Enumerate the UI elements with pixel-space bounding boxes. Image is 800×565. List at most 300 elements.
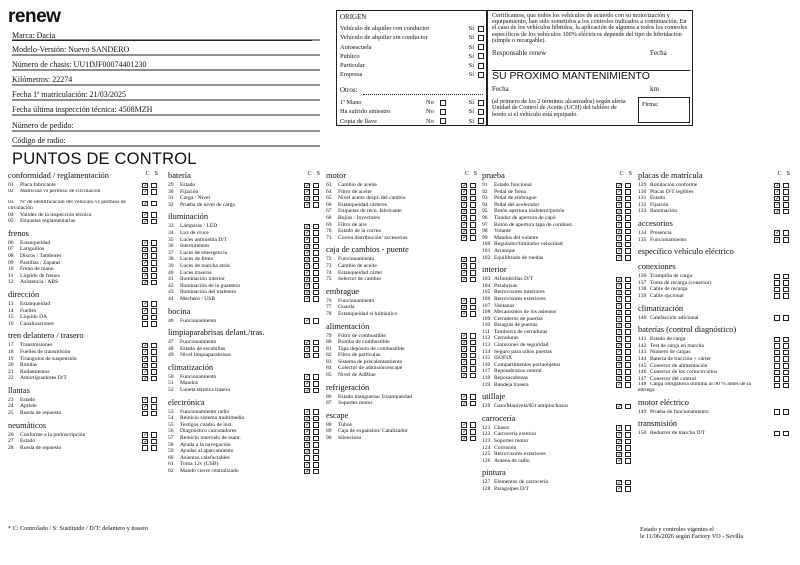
controlado-checkbox[interactable]: ✓ [462, 352, 468, 359]
controlado-checkbox[interactable]: ✓ [305, 352, 311, 359]
controlado-checkbox[interactable]: ✓ [143, 212, 149, 219]
controlado-checkbox[interactable]: ✓ [462, 235, 468, 242]
sustituido-checkbox[interactable] [313, 462, 319, 468]
controlado-checkbox[interactable]: ✓ [143, 273, 149, 280]
controlado-checkbox[interactable]: ✓ [617, 479, 623, 486]
sustituido-checkbox[interactable] [625, 323, 631, 329]
sustituido-checkbox[interactable] [783, 363, 789, 369]
controlado-checkbox[interactable]: ✓ [305, 296, 311, 303]
sustituido-checkbox[interactable] [625, 248, 631, 254]
sustituido-checkbox[interactable] [151, 445, 157, 451]
controlado-checkbox[interactable]: ✓ [617, 335, 623, 342]
sustituido-checkbox[interactable] [151, 189, 157, 195]
sustituido-checkbox[interactable] [625, 445, 631, 451]
controlado-checkbox[interactable]: ✓ [617, 342, 623, 349]
controlado-checkbox[interactable]: ✓ [143, 438, 149, 445]
controlado-checkbox[interactable]: ✓ [143, 301, 149, 308]
sustituido-checkbox[interactable] [151, 267, 157, 273]
sustituido-checkbox[interactable] [625, 189, 631, 195]
origen-pair-no-checkbox[interactable] [440, 100, 446, 106]
origen-item-checkbox[interactable] [478, 44, 484, 50]
sustituido-checkbox[interactable] [625, 432, 631, 438]
controlado-checkbox[interactable]: ✓ [462, 298, 468, 305]
controlado-checkbox[interactable]: ✓ [305, 189, 311, 196]
controlado-checkbox[interactable]: ✓ [462, 182, 468, 189]
controlado-checkbox[interactable]: ✓ [617, 375, 623, 382]
controlado-checkbox[interactable]: ✓ [462, 270, 468, 277]
sustituido-checkbox[interactable] [783, 230, 789, 236]
sustituido-checkbox[interactable] [625, 336, 631, 342]
controlado-checkbox[interactable]: ✓ [617, 458, 623, 465]
sustituido-checkbox[interactable] [151, 212, 157, 218]
controlado-checkbox[interactable]: ✓ [143, 308, 149, 315]
controlado-checkbox[interactable]: ✓ [305, 468, 311, 475]
controlado-checkbox[interactable]: ✓ [617, 289, 623, 296]
controlado-checkbox[interactable]: ✓ [305, 428, 311, 435]
sustituido-checkbox[interactable] [151, 349, 157, 355]
controlado-checkbox[interactable]: ✓ [462, 365, 468, 372]
controlado-checkbox[interactable]: ✓ [462, 359, 468, 366]
sustituido-checkbox[interactable] [313, 183, 319, 189]
sustituido-checkbox[interactable] [783, 315, 789, 321]
sustituido-checkbox[interactable] [313, 189, 319, 195]
sustituido-checkbox[interactable] [783, 274, 789, 280]
controlado-checkbox[interactable]: ✓ [143, 403, 149, 410]
controlado-checkbox[interactable] [142, 445, 148, 451]
controlado-checkbox[interactable]: ✓ [462, 372, 468, 379]
origen-pair-no-checkbox[interactable] [440, 118, 446, 124]
controlado-checkbox[interactable]: ✓ [617, 322, 623, 329]
controlado-checkbox[interactable] [774, 280, 780, 286]
sustituido-checkbox[interactable] [470, 429, 476, 435]
origen-item-checkbox[interactable] [478, 63, 484, 69]
controlado-checkbox[interactable]: ✓ [462, 215, 468, 222]
sustituido-checkbox[interactable] [313, 469, 319, 475]
controlado-checkbox[interactable]: ✓ [617, 403, 623, 410]
controlado-checkbox[interactable]: ✓ [143, 369, 149, 376]
controlado-checkbox[interactable]: ✓ [617, 228, 623, 235]
sustituido-checkbox[interactable] [470, 277, 476, 283]
controlado-checkbox[interactable]: ✓ [305, 276, 311, 283]
sustituido-checkbox[interactable] [625, 439, 631, 445]
sustituido-checkbox[interactable] [625, 376, 631, 382]
sustituido-checkbox[interactable] [313, 353, 319, 359]
controlado-checkbox[interactable]: ✓ [617, 486, 623, 493]
controlado-checkbox[interactable]: ✓ [617, 222, 623, 229]
controlado-checkbox[interactable]: ✓ [462, 400, 468, 407]
controlado-checkbox[interactable]: ✓ [143, 218, 149, 225]
sustituido-checkbox[interactable] [783, 350, 789, 356]
controlado-checkbox[interactable]: ✓ [143, 342, 149, 349]
sustituido-checkbox[interactable] [313, 224, 319, 230]
sustituido-checkbox[interactable] [313, 230, 319, 236]
controlado-checkbox[interactable]: ✓ [462, 311, 468, 318]
sustituido-checkbox[interactable] [625, 290, 631, 296]
controlado-checkbox[interactable]: ✓ [305, 461, 311, 468]
sustituido-checkbox[interactable] [313, 318, 319, 324]
sustituido-checkbox[interactable] [625, 255, 631, 261]
controlado-checkbox[interactable] [774, 293, 780, 299]
sustituido-checkbox[interactable] [625, 362, 631, 368]
sustituido-checkbox[interactable] [313, 449, 319, 455]
sustituido-checkbox[interactable] [625, 202, 631, 208]
sustituido-checkbox[interactable] [313, 340, 319, 346]
sustituido-checkbox[interactable] [151, 439, 157, 445]
sustituido-checkbox[interactable] [313, 250, 319, 256]
controlado-checkbox[interactable]: ✓ [462, 394, 468, 401]
sustituido-checkbox[interactable] [470, 422, 476, 428]
sustituido-checkbox[interactable] [313, 388, 319, 394]
sustituido-checkbox[interactable] [151, 301, 157, 307]
sustituido-checkbox[interactable] [470, 340, 476, 346]
controlado-checkbox[interactable] [774, 315, 780, 321]
controlado-checkbox[interactable]: ✓ [143, 266, 149, 273]
controlado-checkbox[interactable]: ✓ [462, 189, 468, 196]
sustituido-checkbox[interactable] [783, 409, 789, 415]
controlado-checkbox[interactable]: ✓ [305, 339, 311, 346]
controlado-checkbox[interactable]: ✓ [462, 276, 468, 283]
origen-item-checkbox[interactable] [478, 26, 484, 32]
sustituido-checkbox[interactable] [470, 189, 476, 195]
controlado-checkbox[interactable]: ✓ [143, 375, 149, 382]
sustituido-checkbox[interactable] [783, 196, 789, 202]
controlado-checkbox[interactable]: ✓ [305, 409, 311, 416]
sustituido-checkbox[interactable] [151, 356, 157, 362]
controlado-checkbox[interactable]: ✓ [462, 428, 468, 435]
sustituido-checkbox[interactable] [313, 290, 319, 296]
sustituido-checkbox[interactable] [470, 311, 476, 317]
sustituido-checkbox[interactable] [470, 366, 476, 372]
sustituido-checkbox[interactable] [783, 383, 789, 389]
sustituido-checkbox[interactable] [470, 373, 476, 379]
sustituido-checkbox[interactable] [625, 229, 631, 235]
sustituido-checkbox[interactable] [783, 202, 789, 208]
sustituido-checkbox[interactable] [625, 349, 631, 355]
sustituido-checkbox[interactable] [625, 480, 631, 486]
sustituido-checkbox[interactable] [470, 436, 476, 442]
controlado-checkbox[interactable]: ✓ [617, 255, 623, 262]
sustituido-checkbox[interactable] [313, 374, 319, 380]
sustituido-checkbox[interactable] [151, 315, 157, 321]
sustituido-checkbox[interactable] [151, 260, 157, 266]
sustituido-checkbox[interactable] [783, 293, 789, 299]
sustituido-checkbox[interactable] [783, 370, 789, 376]
sustituido-checkbox[interactable] [470, 209, 476, 215]
sustituido-checkbox[interactable] [313, 409, 319, 415]
sustituido-checkbox[interactable] [151, 369, 157, 375]
sustituido-checkbox[interactable] [625, 310, 631, 316]
controlado-checkbox[interactable]: ✓ [305, 237, 311, 244]
sustituido-checkbox[interactable] [151, 219, 157, 225]
sustituido-checkbox[interactable] [151, 247, 157, 253]
sustituido-checkbox[interactable] [470, 305, 476, 311]
sustituido-checkbox[interactable] [783, 356, 789, 362]
controlado-checkbox[interactable] [774, 431, 780, 437]
sustituido-checkbox[interactable] [313, 270, 319, 276]
sustituido-checkbox[interactable] [470, 270, 476, 276]
controlado-checkbox[interactable] [774, 356, 780, 362]
sustituido-checkbox[interactable] [313, 381, 319, 387]
controlado-checkbox[interactable]: ✓ [305, 415, 311, 422]
controlado-checkbox[interactable] [774, 383, 780, 389]
sustituido-checkbox[interactable] [151, 201, 157, 207]
sustituido-checkbox[interactable] [625, 404, 631, 410]
controlado-checkbox[interactable]: ✓ [462, 422, 468, 429]
controlado-checkbox[interactable]: ✓ [617, 329, 623, 336]
controlado-checkbox[interactable]: ✓ [617, 208, 623, 215]
controlado-checkbox[interactable] [142, 321, 148, 327]
controlado-checkbox[interactable]: ✓ [143, 362, 149, 369]
controlado-checkbox[interactable]: ✓ [617, 316, 623, 323]
controlado-checkbox[interactable]: ✓ [462, 435, 468, 442]
sustituido-checkbox[interactable] [783, 337, 789, 343]
sustituido-checkbox[interactable] [151, 308, 157, 314]
sustituido-checkbox[interactable] [625, 196, 631, 202]
sustituido-checkbox[interactable] [151, 397, 157, 403]
controlado-checkbox[interactable]: ✓ [305, 448, 311, 455]
sustituido-checkbox[interactable] [313, 263, 319, 269]
sustituido-checkbox[interactable] [470, 202, 476, 208]
controlado-checkbox[interactable]: ✓ [462, 222, 468, 229]
controlado-checkbox[interactable]: ✓ [305, 422, 311, 429]
sustituido-checkbox[interactable] [783, 343, 789, 349]
sustituido-checkbox[interactable] [151, 280, 157, 286]
sustituido-checkbox[interactable] [625, 343, 631, 349]
sustituido-checkbox[interactable] [625, 452, 631, 458]
sustituido-checkbox[interactable] [625, 382, 631, 388]
sustituido-checkbox[interactable] [151, 273, 157, 279]
controlado-checkbox[interactable]: ✓ [143, 200, 149, 207]
controlado-checkbox[interactable]: ✓ [617, 296, 623, 303]
sustituido-checkbox[interactable] [313, 244, 319, 250]
controlado-checkbox[interactable]: ✓ [617, 202, 623, 209]
controlado-checkbox[interactable]: ✓ [617, 382, 623, 389]
controlado-checkbox[interactable]: ✓ [305, 318, 311, 324]
controlado-checkbox[interactable]: ✓ [143, 189, 149, 196]
controlado-checkbox[interactable]: ✓ [305, 270, 311, 277]
controlado-checkbox[interactable]: ✓ [462, 208, 468, 215]
sustituido-checkbox[interactable] [313, 257, 319, 263]
controlado-checkbox[interactable]: ✓ [462, 333, 468, 339]
sustituido-checkbox[interactable] [313, 202, 319, 208]
sustituido-checkbox[interactable] [470, 235, 476, 241]
controlado-checkbox[interactable] [774, 287, 780, 293]
sustituido-checkbox[interactable] [313, 277, 319, 283]
controlado-checkbox[interactable]: ✓ [305, 195, 311, 202]
sustituido-checkbox[interactable] [625, 209, 631, 215]
controlado-checkbox[interactable]: ✓ [617, 309, 623, 316]
sustituido-checkbox[interactable] [151, 411, 157, 417]
sustituido-checkbox[interactable] [470, 359, 476, 365]
sustituido-checkbox[interactable] [625, 316, 631, 322]
controlado-checkbox[interactable] [774, 337, 780, 343]
sustituido-checkbox[interactable] [783, 189, 789, 195]
sustituido-checkbox[interactable] [625, 425, 631, 431]
sustituido-checkbox[interactable] [313, 283, 319, 289]
controlado-checkbox[interactable]: ✓ [143, 349, 149, 356]
sustituido-checkbox[interactable] [625, 486, 631, 492]
sustituido-checkbox[interactable] [470, 263, 476, 269]
controlado-checkbox[interactable] [774, 363, 780, 369]
sustituido-checkbox[interactable] [313, 436, 319, 442]
sustituido-checkbox[interactable] [625, 356, 631, 362]
sustituido-checkbox[interactable] [470, 346, 476, 352]
sustituido-checkbox[interactable] [625, 242, 631, 248]
sustituido-checkbox[interactable] [470, 229, 476, 235]
controlado-checkbox[interactable]: ✓ [305, 387, 311, 394]
controlado-checkbox[interactable]: ✓ [462, 228, 468, 235]
controlado-checkbox[interactable]: ✓ [617, 195, 623, 202]
origen-pair-si-checkbox[interactable] [478, 109, 484, 115]
controlado-checkbox[interactable]: ✓ [462, 202, 468, 209]
controlado-checkbox[interactable]: ✓ [462, 346, 468, 353]
controlado-checkbox[interactable]: ✓ [305, 202, 311, 209]
controlado-checkbox[interactable]: ✓ [305, 283, 311, 290]
controlado-checkbox[interactable]: ✓ [305, 346, 311, 353]
sustituido-checkbox[interactable] [151, 183, 157, 189]
controlado-checkbox[interactable]: ✓ [305, 243, 311, 250]
sustituido-checkbox[interactable] [625, 283, 631, 289]
controlado-checkbox[interactable]: ✓ [143, 240, 149, 247]
controlado-checkbox[interactable]: ✓ [617, 241, 623, 248]
controlado-checkbox[interactable] [142, 315, 148, 321]
controlado-checkbox[interactable]: ✓ [617, 355, 623, 362]
controlado-checkbox[interactable]: ✓ [305, 223, 311, 230]
sustituido-checkbox[interactable] [783, 376, 789, 382]
sustituido-checkbox[interactable] [313, 237, 319, 243]
controlado-checkbox[interactable]: ✓ [305, 289, 311, 296]
sustituido-checkbox[interactable] [151, 321, 157, 327]
controlado-checkbox[interactable]: ✓ [617, 368, 623, 375]
sustituido-checkbox[interactable] [470, 298, 476, 304]
sustituido-checkbox[interactable] [625, 329, 631, 335]
sustituido-checkbox[interactable] [313, 196, 319, 202]
controlado-checkbox[interactable]: ✓ [617, 438, 623, 445]
sustituido-checkbox[interactable] [313, 442, 319, 448]
sustituido-checkbox[interactable] [625, 235, 631, 241]
sustituido-checkbox[interactable] [313, 346, 319, 352]
sustituido-checkbox[interactable] [470, 215, 476, 221]
controlado-checkbox[interactable]: ✓ [617, 362, 623, 369]
sustituido-checkbox[interactable] [313, 296, 319, 302]
controlado-checkbox[interactable]: ✓ [462, 339, 468, 346]
sustituido-checkbox[interactable] [783, 431, 789, 437]
controlado-checkbox[interactable] [142, 411, 148, 417]
sustituido-checkbox[interactable] [470, 394, 476, 400]
controlado-checkbox[interactable]: ✓ [775, 237, 781, 244]
controlado-checkbox[interactable]: ✓ [143, 182, 149, 189]
controlado-checkbox[interactable]: ✓ [143, 356, 149, 362]
controlado-checkbox[interactable]: ✓ [462, 304, 468, 311]
controlado-checkbox[interactable]: ✓ [143, 260, 149, 267]
sustituido-checkbox[interactable] [151, 432, 157, 438]
controlado-checkbox[interactable]: ✓ [462, 263, 468, 270]
controlado-checkbox[interactable] [774, 370, 780, 376]
sustituido-checkbox[interactable] [625, 215, 631, 221]
controlado-checkbox[interactable]: ✓ [143, 246, 149, 253]
controlado-checkbox[interactable]: ✓ [143, 279, 149, 286]
controlado-checkbox[interactable] [774, 409, 780, 415]
sustituido-checkbox[interactable] [783, 237, 789, 243]
controlado-checkbox[interactable] [304, 455, 310, 461]
origen-item-checkbox[interactable] [478, 53, 484, 59]
controlado-checkbox[interactable]: ✓ [775, 202, 781, 209]
controlado-checkbox[interactable]: ✓ [617, 349, 623, 356]
origen-pair-si-checkbox[interactable] [478, 100, 484, 106]
controlado-checkbox[interactable]: ✓ [617, 248, 623, 255]
controlado-checkbox[interactable]: ✓ [305, 256, 311, 263]
sustituido-checkbox[interactable] [470, 257, 476, 263]
controlado-checkbox[interactable] [774, 343, 780, 349]
controlado-checkbox[interactable]: ✓ [617, 445, 623, 452]
sustituido-checkbox[interactable] [313, 422, 319, 428]
controlado-checkbox[interactable]: ✓ [305, 442, 311, 449]
sustituido-checkbox[interactable] [625, 458, 631, 464]
sustituido-checkbox[interactable] [313, 455, 319, 461]
controlado-checkbox[interactable]: ✓ [305, 250, 311, 257]
controlado-checkbox[interactable]: ✓ [617, 303, 623, 309]
controlado-checkbox[interactable]: ✓ [775, 230, 781, 237]
controlado-checkbox[interactable]: ✓ [305, 263, 311, 270]
controlado-checkbox[interactable]: ✓ [305, 182, 311, 189]
controlado-checkbox[interactable] [774, 376, 780, 382]
sustituido-checkbox[interactable] [783, 183, 789, 189]
controlado-checkbox[interactable]: ✓ [143, 432, 149, 439]
origen-pair-si-checkbox[interactable] [478, 118, 484, 124]
controlado-checkbox[interactable]: ✓ [617, 276, 623, 283]
sustituido-checkbox[interactable] [313, 416, 319, 422]
controlado-checkbox[interactable]: ✓ [775, 182, 781, 189]
sustituido-checkbox[interactable] [783, 280, 789, 286]
sustituido-checkbox[interactable] [470, 196, 476, 202]
sustituido-checkbox[interactable] [470, 353, 476, 359]
sustituido-checkbox[interactable] [313, 429, 319, 435]
controlado-checkbox[interactable]: ✓ [617, 235, 623, 242]
sustituido-checkbox[interactable] [625, 183, 631, 189]
controlado-checkbox[interactable]: ✓ [617, 182, 623, 189]
sustituido-checkbox[interactable] [625, 222, 631, 228]
controlado-checkbox[interactable] [774, 274, 780, 280]
controlado-checkbox[interactable]: ✓ [775, 195, 781, 202]
sustituido-checkbox[interactable] [151, 376, 157, 382]
controlado-checkbox[interactable]: ✓ [143, 397, 149, 404]
controlado-checkbox[interactable]: ✓ [617, 425, 623, 432]
sustituido-checkbox[interactable] [470, 401, 476, 407]
sustituido-checkbox[interactable] [783, 287, 789, 293]
controlado-checkbox[interactable]: ✓ [462, 256, 468, 263]
sustituido-checkbox[interactable] [470, 222, 476, 228]
sustituido-checkbox[interactable] [470, 333, 476, 339]
origen-item-checkbox[interactable] [478, 72, 484, 78]
controlado-checkbox[interactable]: ✓ [305, 374, 311, 381]
sustituido-checkbox[interactable] [151, 240, 157, 246]
sustituido-checkbox[interactable] [151, 343, 157, 349]
sustituido-checkbox[interactable] [783, 209, 789, 215]
sustituido-checkbox[interactable] [470, 183, 476, 189]
sustituido-checkbox[interactable] [151, 253, 157, 259]
controlado-checkbox[interactable]: ✓ [462, 195, 468, 202]
sustituido-checkbox[interactable] [151, 363, 157, 369]
origen-item-checkbox[interactable] [478, 35, 484, 41]
controlado-checkbox[interactable]: ✓ [305, 230, 311, 237]
controlado-checkbox[interactable]: ✓ [305, 435, 311, 442]
controlado-checkbox[interactable]: ✓ [775, 208, 781, 215]
sustituido-checkbox[interactable] [625, 369, 631, 375]
sustituido-checkbox[interactable] [625, 303, 631, 309]
sustituido-checkbox[interactable] [625, 296, 631, 302]
controlado-checkbox[interactable] [774, 350, 780, 356]
controlado-checkbox[interactable]: ✓ [305, 380, 311, 387]
